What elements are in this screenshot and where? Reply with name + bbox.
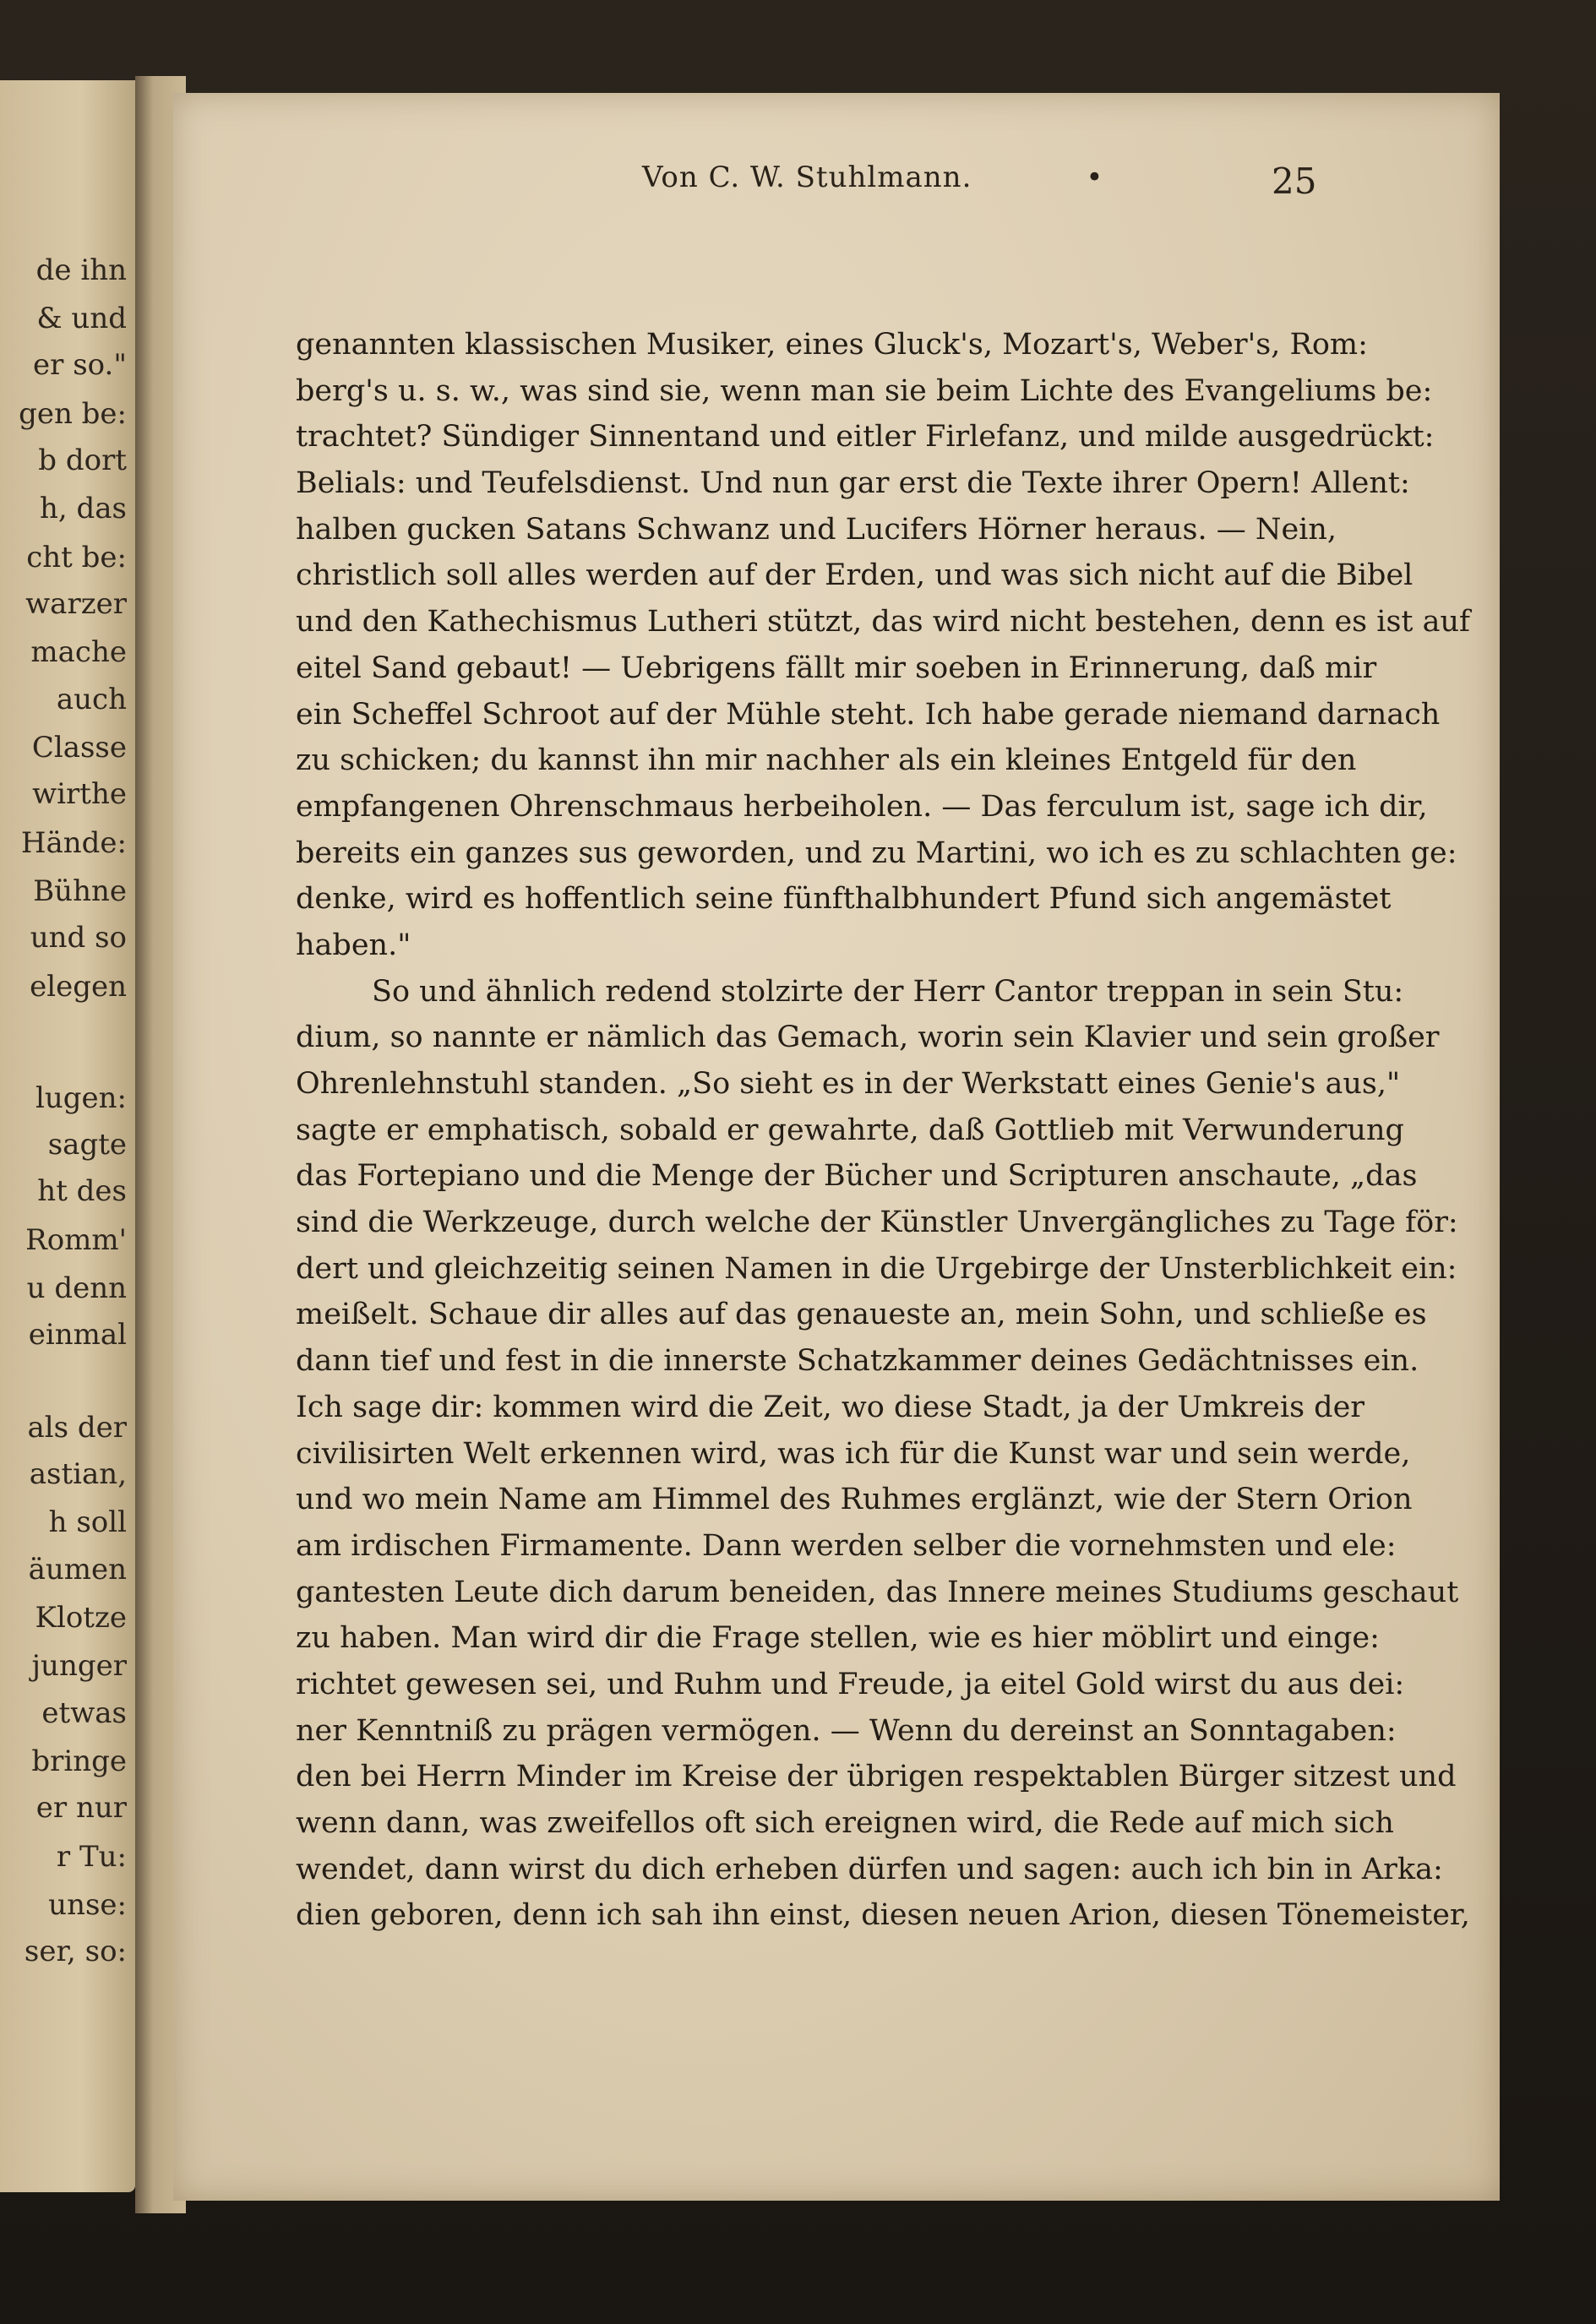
text-line: dien geboren, denn ich sah ihn einst, diesen neuen Arion, diesen Tönemeister, — [296, 1898, 1470, 1933]
text-line: und wo mein Name am Himmel des Ruhmes erglänzt, wie der Stern Orion — [296, 1483, 1413, 1517]
text-line: ein Scheffel Schroot auf der Mühle steht. Ich habe gerade niemand darnach — [296, 697, 1441, 732]
facing-page-fragment: de ihn — [35, 253, 127, 287]
facing-page-fragment: junger — [31, 1649, 127, 1683]
text-line: denke, wird es hoffentlich seine fünfthalbhundert Pfund sich angemästet — [296, 882, 1392, 917]
text-line: das Fortepiano und die Menge der Bücher und Scripturen anschaute, „das — [296, 1159, 1418, 1194]
text-line: richtet gewesen sei, und Ruhm und Freude, ja eitel Gold wirst du aus dei: — [296, 1667, 1405, 1701]
facing-page-fragment: Romm' — [25, 1223, 127, 1257]
text-line: civilisirten Welt erkennen wird, was ich für die Kunst war und sein werde, — [296, 1436, 1411, 1471]
facing-page-fragment: etwas — [41, 1696, 127, 1730]
facing-page-fragment: als der — [27, 1411, 127, 1445]
facing-page-fragment: h soll — [48, 1505, 127, 1539]
text-line: meißelt. Schaue dir alles auf das genaueste an, mein Sohn, und schließe es — [296, 1298, 1427, 1332]
text-line: sind die Werkzeuge, durch welche der Künstler Unvergängliches zu Tage för: — [296, 1206, 1458, 1240]
text-line: dium, so nannte er nämlich das Gemach, worin sein Klavier und sein großer — [296, 1020, 1440, 1055]
facing-page-fragment: lugen: — [35, 1081, 127, 1115]
text-line: halben gucken Satans Schwanz und Lucifers Hörner heraus. — Nein, — [296, 512, 1337, 547]
facing-page-fragment: warzer — [25, 587, 127, 621]
facing-page-fragment: ht des — [37, 1174, 127, 1208]
facing-page-fragment: cht be: — [26, 541, 127, 574]
facing-page-fragment: b dort — [38, 444, 127, 477]
text-line: ner Kenntniß zu prägen vermögen. — Wenn du dereinst an Sonntagaben: — [296, 1713, 1397, 1748]
text-line: Belials: und Teufelsdienst. Und nun gar erst die Texte ihrer Opern! Allent: — [296, 466, 1410, 501]
facing-page-fragment: unse: — [48, 1888, 127, 1922]
facing-page — [0, 80, 135, 2192]
text-line: dert und gleichzeitig seinen Namen in die Urgebirge der Unsterblichkeit ein: — [296, 1251, 1457, 1286]
facing-page-fragment: gen be: — [19, 397, 127, 431]
text-line: sagte er emphatisch, sobald er gewahrte, daß Gottlieb mit Verwunderung — [296, 1113, 1404, 1147]
text-line: wenn dann, was zweifellos oft sich ereignen wird, die Rede auf mich sich — [296, 1806, 1394, 1840]
facing-page-fragment: äumen — [28, 1553, 127, 1587]
text-line: gantesten Leute dich darum beneiden, das Innere meines Studiums geschaut — [296, 1575, 1459, 1609]
facing-page-fragment: er nur — [35, 1791, 127, 1825]
facing-page-fragment: und so — [30, 921, 127, 955]
text-line: Ohrenlehnstuhl standen. „So sieht es in der Werkstatt eines Genie's aus," — [296, 1067, 1401, 1101]
text-line: am irdischen Firmamente. Dann werden selber die vornehmsten und ele: — [296, 1528, 1397, 1563]
facing-page-fragment: Hände: — [20, 826, 127, 860]
facing-page-fragment: ser, so: — [24, 1935, 127, 1968]
text-line: genannten klassischen Musiker, eines Gluck's, Mozart's, Weber's, Rom: — [296, 328, 1368, 362]
body-text — [296, 322, 1470, 1939]
text-line: dann tief und fest in die innerste Schatzkammer deines Gedächtnisses ein. — [296, 1344, 1419, 1379]
page-number: 25 — [1272, 161, 1317, 202]
facing-page-fragment: auch — [56, 683, 127, 716]
text-line: eitel Sand gebaut! — Uebrigens fällt mir soeben in Erinnerung, daß mir — [296, 650, 1377, 685]
text-line: trachtet? Sündiger Sinnentand und eitler Firlefanz, und milde ausgedrückt: — [296, 420, 1435, 454]
facing-page-fragment: & und — [36, 302, 127, 335]
facing-page-fragment: Classe — [31, 731, 127, 765]
text-line: zu schicken; du kannst ihn mir nachher als ein kleines Entgeld für den — [296, 743, 1357, 778]
text-line: bereits ein ganzes sus geworden, und zu Martini, wo ich es zu schlachten ge: — [296, 835, 1457, 870]
facing-page-fragment: bringe — [31, 1744, 127, 1778]
text-line: So und ähnlich redend stolzirte der Herr Cantor treppan in sein Stu: — [372, 974, 1404, 1009]
facing-page-fragment: einmal — [28, 1318, 127, 1352]
facing-page-fragment: Klotze — [35, 1601, 127, 1635]
text-line: empfangenen Ohrenschmaus herbeiholen. — Das ferculum ist, sage ich dir, — [296, 789, 1428, 824]
running-head-title: Von C. W. Stuhlmann. — [642, 161, 972, 194]
text-line: Ich sage dir: kommen wird die Zeit, wo diese Stadt, ja der Umkreis der — [296, 1390, 1365, 1424]
facing-page-fragment: er so." — [33, 348, 127, 382]
text-line: haben." — [296, 928, 411, 962]
text-line: berg's u. s. w., was sind sie, wenn man sie beim Lichte des Evangeliums be: — [296, 373, 1433, 408]
facing-page-fragment: elegen — [30, 970, 127, 1004]
facing-page-fragment: mache — [30, 635, 127, 669]
facing-page-fragment: astian, — [29, 1457, 127, 1491]
text-line: den bei Herrn Minder im Kreise der übrigen respektablen Bürger sitzest und — [296, 1760, 1457, 1794]
facing-page-fragment: sagte — [47, 1128, 127, 1162]
ornament-dot: • — [1086, 161, 1103, 194]
facing-page-fragment: wirthe — [32, 777, 127, 811]
facing-page-fragment: h, das — [40, 492, 127, 525]
facing-page-fragment: r Tu: — [56, 1840, 127, 1874]
text-line: wendet, dann wirst du dich erheben dürfen und sagen: auch ich bin in Arka: — [296, 1852, 1443, 1886]
facing-page-fragment: u denn — [26, 1271, 127, 1305]
text-line: und den Kathechismus Lutheri stützt, das wird nicht bestehen, denn es ist auf — [296, 605, 1470, 640]
text-line: zu haben. Man wird dir die Frage stellen, wie es hier möblirt und einge: — [296, 1621, 1380, 1656]
facing-page-fragment: Bühne — [33, 874, 127, 908]
text-line: christlich soll alles werden auf der Erden, und was sich nicht auf die Bibel — [296, 558, 1414, 593]
running-head — [642, 161, 1318, 211]
